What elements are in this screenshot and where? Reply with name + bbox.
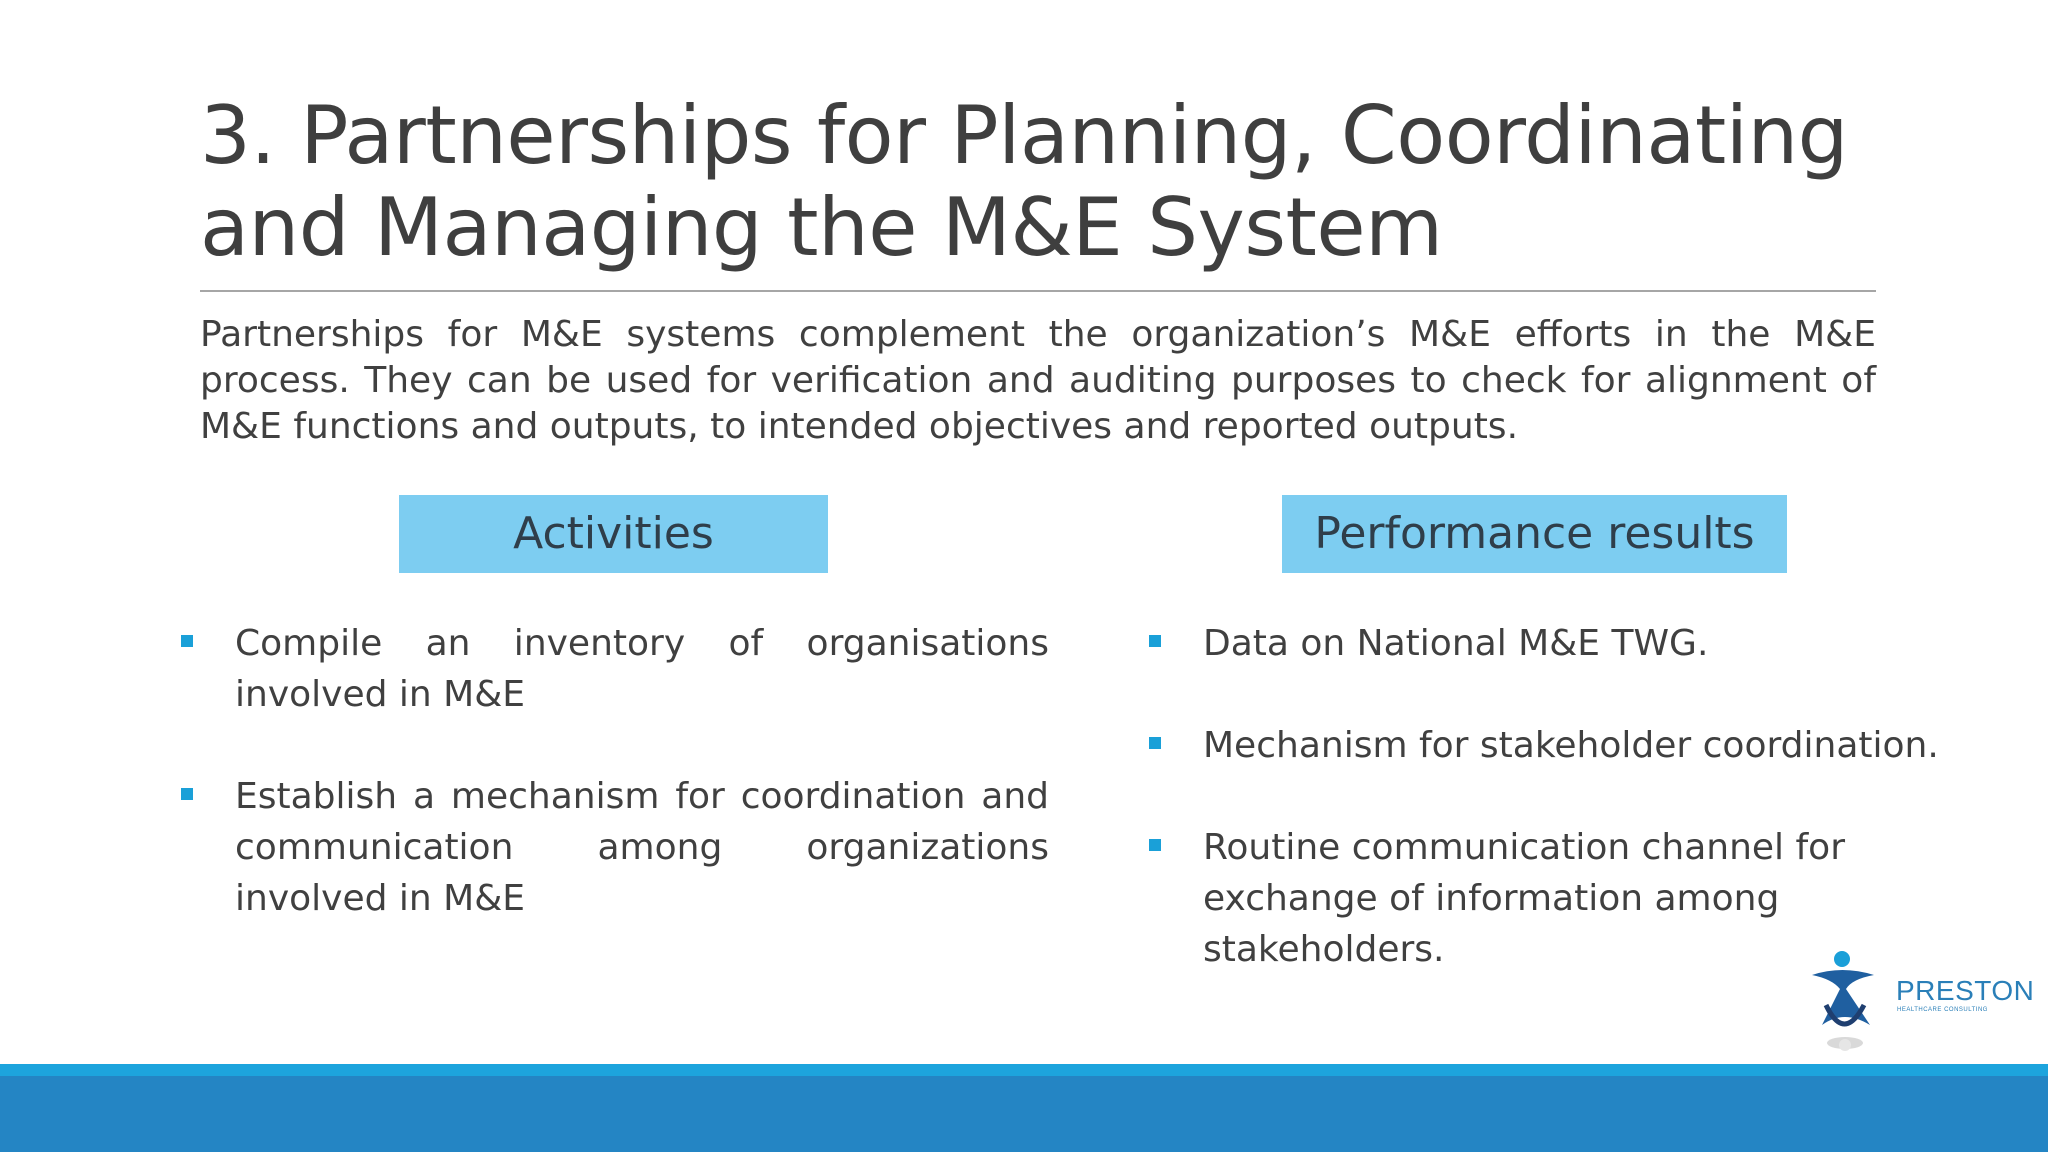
footer-band-light <box>0 1064 2048 1076</box>
list-item-text: Data on National M&E TWG. <box>1203 623 1709 664</box>
square-bullet-icon <box>1149 635 1161 647</box>
activities-list <box>177 618 1049 975</box>
list-item <box>1145 618 1945 669</box>
list-item <box>177 771 1049 924</box>
intro-paragraph: Partnerships for M&E systems complement the organization’s M&E efforts in the M&E process. They can be used for verification and auditing purposes to check for alignment of M&E functions and outputs, to intended objectives and reported outputs. <box>200 314 1876 447</box>
activities-header: Activities <box>399 495 828 573</box>
logo-tagline: HEALTHCARE CONSULTING <box>1897 1007 1988 1013</box>
slide-title: 3. Partnerships for Planning, Coordinating and Managing the M&E System <box>200 89 1848 274</box>
square-bullet-icon <box>181 635 193 647</box>
list-item-text: Compile an inventory of organisations involved in M&E <box>235 623 1049 715</box>
footer-band-dark <box>0 1076 2048 1152</box>
title-divider <box>200 290 1876 292</box>
preston-logo <box>1800 945 2040 1055</box>
list-item <box>1145 720 1945 771</box>
square-bullet-icon <box>1149 839 1161 851</box>
square-bullet-icon <box>181 788 193 800</box>
list-item <box>177 618 1049 720</box>
list-item-text: Establish a mechanism for coordination and communication among organizations involved in M&E <box>235 776 1049 919</box>
logo-wordmark: PRESTON <box>1896 975 2035 1006</box>
performance-results-header: Performance results <box>1282 495 1787 573</box>
list-item-text: Routine communication channel for exchange of information among stakeholders. <box>1203 827 1846 970</box>
list-item-text: Mechanism for stakeholder coordination. <box>1203 725 1939 766</box>
preston-figure-icon <box>1800 945 1890 1055</box>
square-bullet-icon <box>1149 737 1161 749</box>
